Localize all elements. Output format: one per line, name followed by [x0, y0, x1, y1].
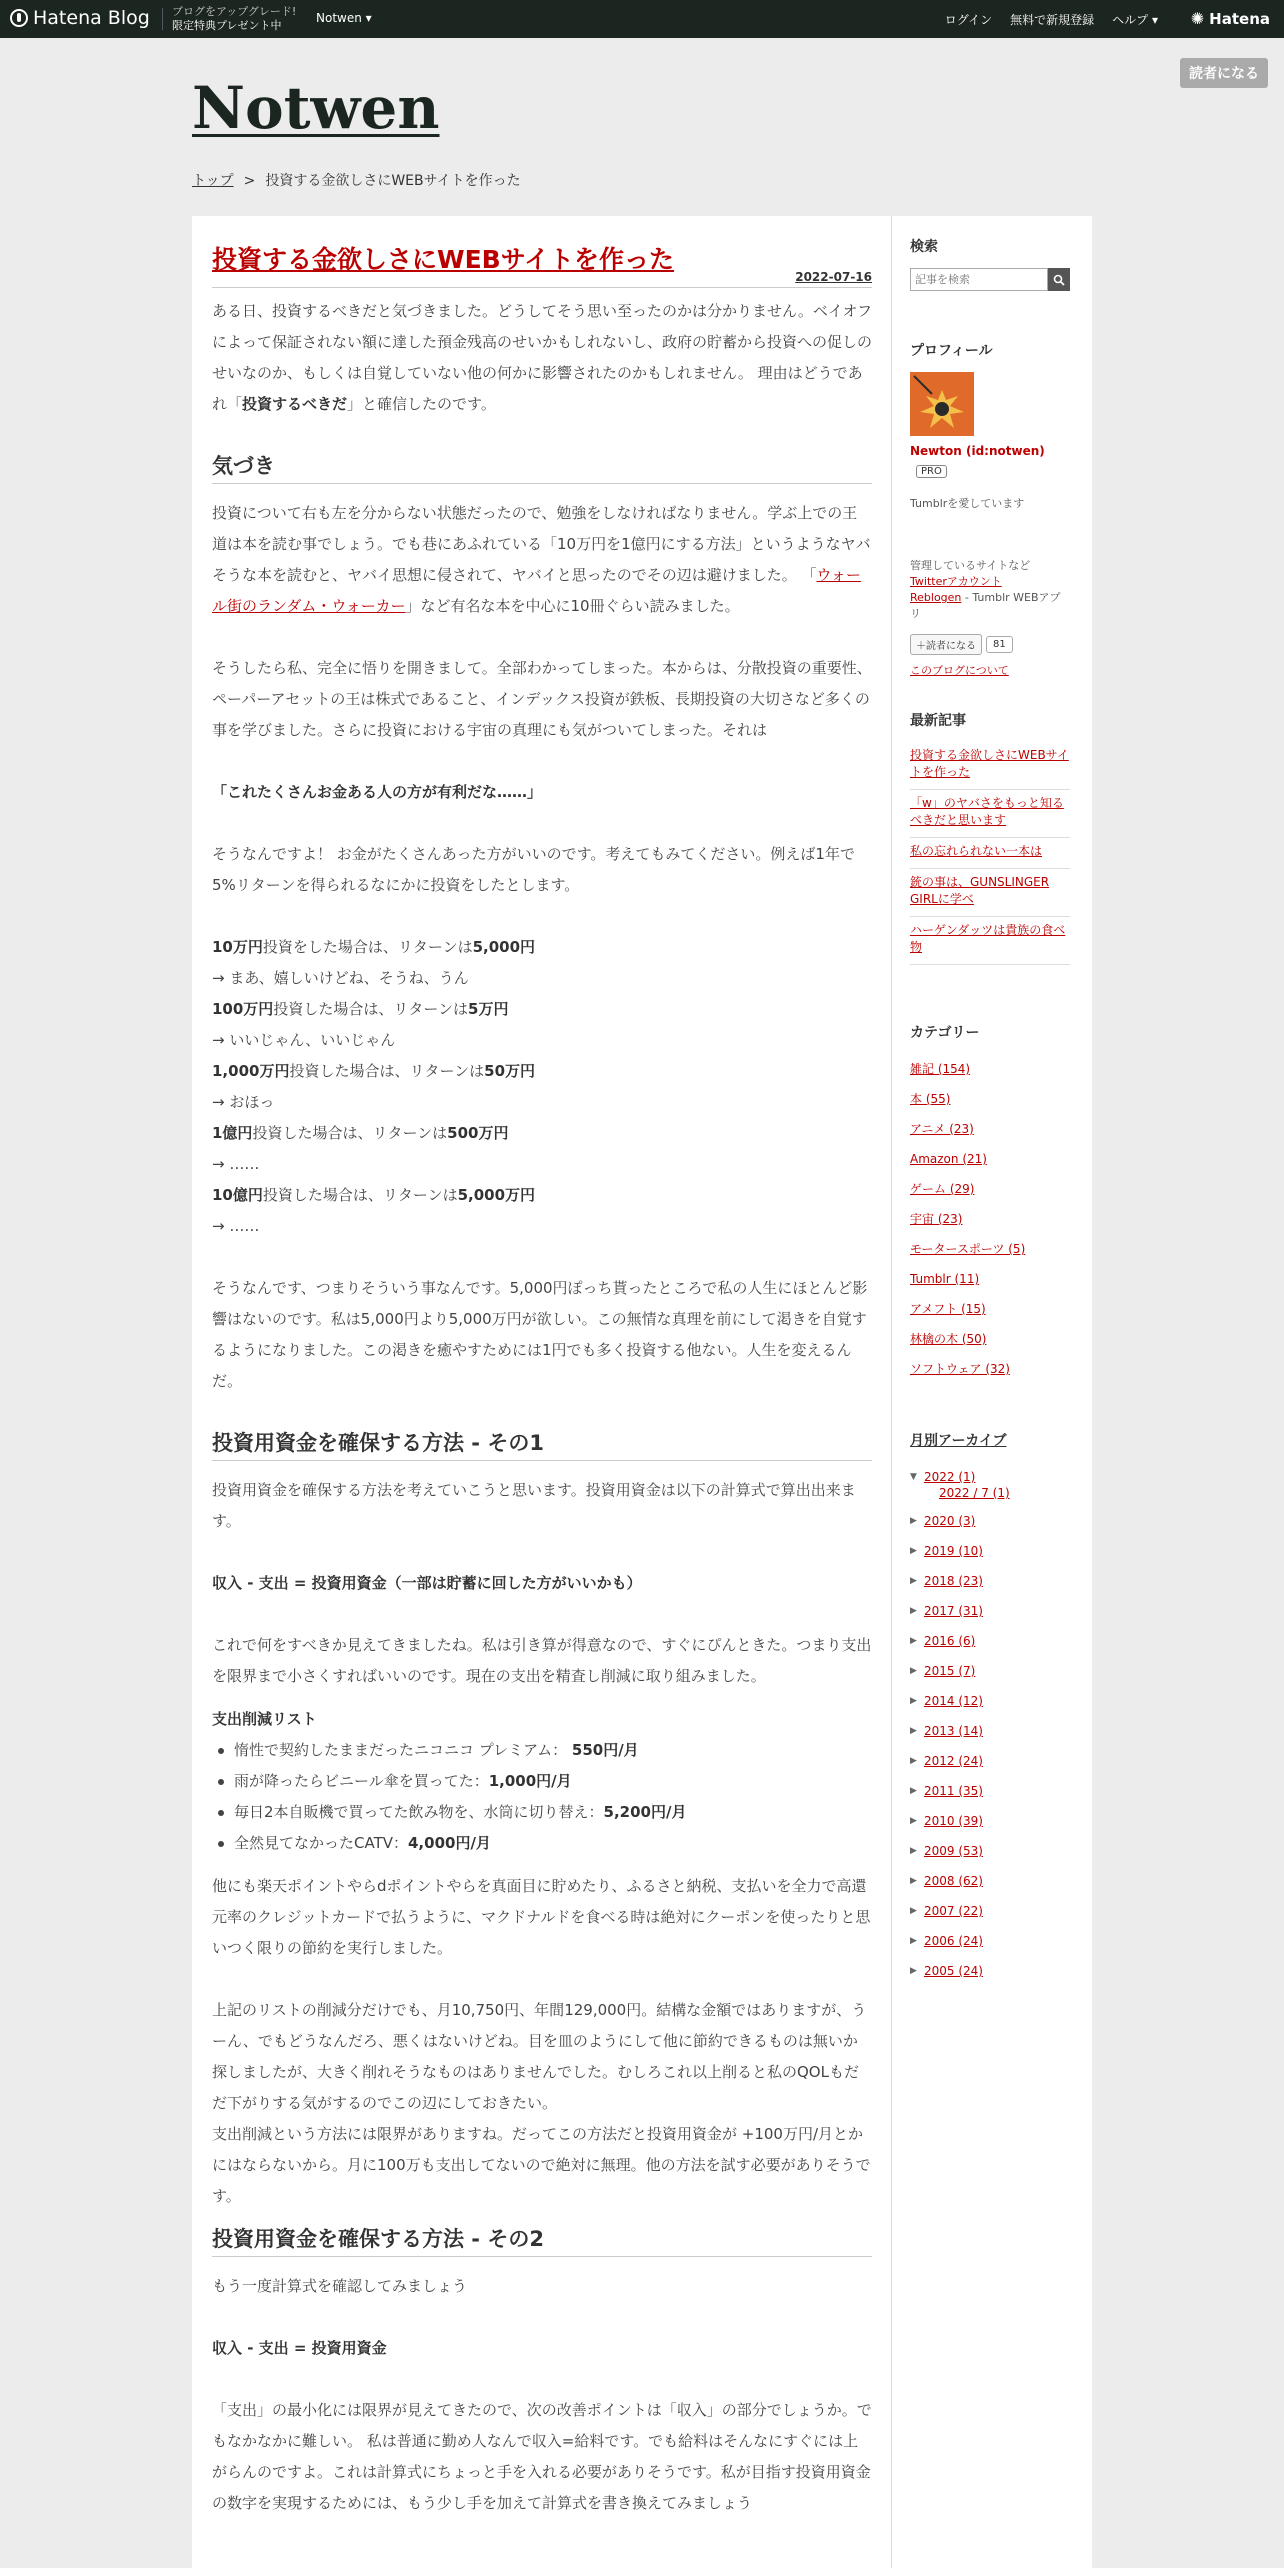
- category-item: [910, 1204, 1070, 1234]
- breadcrumb-top-link[interactable]: トップ: [192, 173, 234, 189]
- blog-menu-dropdown[interactable]: Notwen ▾: [316, 11, 372, 25]
- triangle-right-icon[interactable]: ▶: [910, 1816, 917, 1826]
- archive-year: [910, 1506, 1070, 1536]
- triangle-right-icon[interactable]: ▶: [910, 1936, 917, 1946]
- search-button[interactable]: [1048, 268, 1070, 291]
- subscribe-button-top[interactable]: 読者になる: [1180, 58, 1268, 88]
- category-item: [910, 1174, 1070, 1204]
- method1-body: これで何をすべきか見えてきましたね。私は引き算が得意なので、すぐにぴんときた。つまり支出を限界まで小さくすればいいのです。現在の支出を精査し削減に取り組みました。: [212, 1636, 872, 1685]
- avatar-image: [910, 372, 974, 436]
- archive-year-link[interactable]: 2019 (10): [924, 1544, 983, 1558]
- entry-date-link[interactable]: 2022-07-16: [795, 270, 872, 284]
- login-link[interactable]: ログイン: [944, 13, 993, 27]
- subscribe-button[interactable]: [910, 634, 982, 655]
- search-title: 検索: [910, 239, 938, 255]
- cut-list: [212, 1735, 872, 1859]
- archive-year: [910, 1926, 1070, 1956]
- return-amount: 1,000万円: [212, 1062, 290, 1080]
- blog-title[interactable]: Notwen: [192, 74, 440, 142]
- archive-year-link[interactable]: 2009 (53): [924, 1844, 983, 1858]
- category-title: カテゴリー: [910, 1025, 980, 1041]
- subscriber-count[interactable]: 81: [986, 636, 1013, 653]
- archive-year-link[interactable]: 2007 (22): [924, 1904, 983, 1918]
- archive-year: [910, 1536, 1070, 1566]
- recent-entry: [910, 742, 1070, 790]
- conclusion-paragraph: そうなんです、つまりそういう事なんです。5,000円ぽっち貰ったところで私の人生にほとんど影響はないのです。私は5,000円より5,000万円が欲しい。この無情な真理を前にして渇きを自覚するようになりました。この渇きを癒やすためには1円でも多く投資する他ない。人生を変えるんだ。: [212, 1279, 868, 1390]
- recent-entry-link[interactable]: 私の忘れられない一本は: [910, 844, 1043, 858]
- kizuki-paragraph: [212, 498, 872, 622]
- return-value: 5,000円: [472, 938, 536, 956]
- list-item: [212, 1828, 872, 1859]
- return-value: 5,000万円: [457, 1186, 536, 1204]
- return-mid: 投資した場合は、リターンは: [273, 1000, 469, 1018]
- category-link[interactable]: 雑記 (154): [910, 1062, 971, 1076]
- promo-line2: 限定特典プレゼント中: [172, 19, 282, 32]
- upgrade-promo-link[interactable]: [172, 5, 296, 33]
- about-blog-link[interactable]: このブログについて: [910, 664, 1009, 677]
- cut-title-text: 支出削減リスト: [212, 1710, 317, 1728]
- category-link[interactable]: 林檎の木 (50): [910, 1332, 987, 1346]
- profile-description: Tumblrを愛しています: [910, 497, 1025, 510]
- archive-year-link[interactable]: 2012 (24): [924, 1754, 983, 1768]
- triangle-down-icon[interactable]: ▼: [910, 1472, 917, 1482]
- category-item: [910, 1324, 1070, 1354]
- list-item: [212, 1766, 872, 1797]
- return-mid: 投資した場合は、リターンは: [252, 1124, 448, 1142]
- return-amount: 1億円: [212, 1124, 253, 1142]
- quote-text: 「これたくさんお金ある人の方が有利だな……」: [212, 783, 543, 801]
- return-line: [212, 1118, 872, 1149]
- archive-title[interactable]: 月別アーカイブ: [910, 1433, 1007, 1449]
- archive-year: [910, 1836, 1070, 1866]
- kizuki-text: 投資について右も左を分からない状態だったので、勉強をしなければなりません。学ぶ上での王道は本を読む事でしょう。でも巷にあふれている「10万円を1億円にする方法」というようなヤバそうな本を読むと、ヤバイ思想に侵されて、ヤバイと思ったのでその辺は避けました。 「: [212, 504, 871, 584]
- intro-paragraph: [212, 296, 872, 420]
- recent-entry-link[interactable]: 投資する金欲しさにWEBサイトを作った: [910, 748, 1069, 779]
- category-item: [910, 1114, 1070, 1144]
- triangle-right-icon[interactable]: ▶: [910, 1786, 917, 1796]
- triangle-right-icon[interactable]: ▶: [910, 1696, 917, 1706]
- return-line: [212, 994, 872, 1025]
- list-item: [212, 1735, 872, 1766]
- return-line: [212, 1180, 872, 1211]
- method2-body: 「支出」の最小化には限界が見えてきたので、次の改善ポイントは「収入」の部分でしょうか。でもなかなかに難しい。 私は普通に勤め人なんで収入=給料です。でも給料はそんなにすぐには上がらんのですよ。これは計算式にちょっと手を入れる必要がありそうです。私が目指す投資用資金の数字を実現するためには、もう少し手を加えて計算式を書き換えてみましょう: [212, 2401, 872, 2512]
- category-item: [910, 1294, 1070, 1324]
- triangle-right-icon[interactable]: ▶: [910, 1546, 917, 1556]
- return-amount: 10万円: [212, 938, 263, 956]
- category-link[interactable]: アメフト (15): [910, 1302, 986, 1316]
- category-module: [910, 1022, 1070, 1384]
- book-link[interactable]: ウォール街のランダム・ウォーカー: [212, 566, 861, 615]
- profile-name-row: [910, 440, 1070, 478]
- return-reaction: → いいじゃん、いいじゃん: [212, 1031, 396, 1049]
- intro-text-end: 」と確信したのです。: [347, 395, 496, 413]
- heading-kizuki: 気づき: [212, 451, 872, 484]
- cut-text: 惰性で契約したままだったニコニコ プレミアム：: [234, 1741, 572, 1759]
- category-item: [910, 1084, 1070, 1114]
- category-link[interactable]: 宇宙 (23): [910, 1212, 963, 1226]
- promo-line1: ブログをアップグレード!: [172, 5, 297, 18]
- category-link[interactable]: ソフトウェア (32): [910, 1362, 1010, 1376]
- reblogen-link[interactable]: Reblogen: [910, 591, 962, 604]
- profile-title: プロフィール: [910, 343, 993, 359]
- category-item: [910, 1054, 1070, 1084]
- archive-year-link[interactable]: 2011 (35): [924, 1784, 983, 1798]
- twitter-link[interactable]: Twitterアカウント: [910, 575, 1002, 588]
- search-box: [910, 268, 1070, 291]
- category-link[interactable]: アニメ (23): [910, 1122, 974, 1136]
- triangle-right-icon[interactable]: ▶: [910, 1516, 917, 1526]
- managed-sites: [910, 558, 1070, 622]
- breadcrumb-separator: >: [243, 173, 256, 189]
- search-icon: [1053, 274, 1065, 286]
- return-amount: 100万円: [212, 1000, 274, 1018]
- main-content: [192, 216, 892, 2568]
- entry-title-link[interactable]: 投資する金欲しさにWEBサイトを作った: [212, 245, 674, 274]
- formula2-text: 収入 - 支出 = 投資用資金: [212, 2339, 387, 2357]
- return-value: 500万円: [447, 1124, 509, 1142]
- recent-entry: [910, 838, 1070, 869]
- archive-year-link[interactable]: 2016 (6): [924, 1634, 976, 1648]
- pro-badge[interactable]: PRO: [916, 465, 947, 478]
- archive-year: [910, 1716, 1070, 1746]
- managed-label: 管理しているサイトなど: [910, 559, 1031, 572]
- archive-year: [910, 1866, 1070, 1896]
- global-header: [0, 0, 1284, 38]
- return-mid: 投資した場合は、リターンは: [289, 1062, 485, 1080]
- return-mid: 投資した場合は、リターンは: [262, 1186, 458, 1204]
- category-link[interactable]: ゲーム (29): [910, 1182, 975, 1196]
- archive-year-link[interactable]: 2015 (7): [924, 1664, 976, 1678]
- return-reaction: → おほっ: [212, 1093, 275, 1111]
- return-mid: 投資をした場合は、リターンは: [262, 938, 473, 956]
- recent-module: [910, 710, 1070, 965]
- return-amount: 10億円: [212, 1186, 263, 1204]
- archive-month-link[interactable]: 2022 / 7 (1): [939, 1486, 1010, 1500]
- archive-year-link[interactable]: 2022 (1): [924, 1470, 976, 1484]
- search-module: [910, 236, 1070, 291]
- cut-amount: 5,200円/月: [603, 1803, 687, 1821]
- signup-link[interactable]: 無料で新規登録: [1010, 13, 1095, 27]
- heading-method1: 投資用資金を確保する方法 - その1: [212, 1428, 872, 1461]
- archive-year-link[interactable]: 2020 (3): [924, 1514, 976, 1528]
- return-value: 5万円: [468, 1000, 509, 1018]
- triangle-right-icon[interactable]: ▶: [910, 1576, 917, 1586]
- formula2: [212, 2333, 872, 2364]
- archive-year-link[interactable]: 2008 (62): [924, 1874, 983, 1888]
- satori-paragraph: そうしたら私、完全に悟りを開きまして。全部わかってしまった。本からは、分散投資の重要性、ペーパーアセットの王は株式であること、インデックス投資が鉄板、長期投資の大切さなど多くの事を学びました。さらに投資における宇宙の真理にも気がついてしまった。それは: [212, 659, 872, 739]
- category-item: [910, 1264, 1070, 1294]
- return-value: 50万円: [484, 1062, 536, 1080]
- triangle-right-icon[interactable]: ▶: [910, 1906, 917, 1916]
- plus-icon: ＋: [916, 641, 926, 652]
- triangle-right-icon[interactable]: ▶: [910, 1726, 917, 1736]
- cut-list-title: [212, 1704, 872, 1735]
- method1-intro: 投資用資金を確保する方法を考えていこうと思います。投資用資金は以下の計算式で算出出来ます。: [212, 1481, 856, 1530]
- archive-year-link[interactable]: 2018 (23): [924, 1574, 983, 1588]
- heading-method2: 投資用資金を確保する方法 - その2: [212, 2224, 872, 2257]
- triangle-right-icon[interactable]: ▶: [910, 1846, 917, 1856]
- quote-paragraph: [212, 777, 872, 808]
- archive-year: [910, 1806, 1070, 1836]
- method2-intro: もう一度計算式を確認してみましょう: [212, 2277, 468, 2295]
- limit-paragraph: 支出削減という方法には限界がありますね。だってこの方法だと投資用資金が +100万円/月とかにはならないから。月に100万も支出してないので絶対に無理。他の方法を試す必要がありそうです。: [212, 2125, 871, 2205]
- category-item: [910, 1144, 1070, 1174]
- triangle-right-icon[interactable]: ▶: [910, 1756, 917, 1766]
- return-reaction: → ……: [212, 1155, 260, 1173]
- archive-year: [910, 1566, 1070, 1596]
- category-item: [910, 1354, 1070, 1384]
- cut-text: 全然見てなかったCATV：: [234, 1834, 408, 1852]
- archive-year-link[interactable]: 2013 (14): [924, 1724, 983, 1738]
- profile-module: [910, 340, 1070, 679]
- hatena-blog-logo[interactable]: [10, 7, 150, 29]
- recent-title: 最新記事: [910, 713, 966, 729]
- archive-year: [910, 1686, 1070, 1716]
- profile-name-link[interactable]: Newton (id:notwen): [910, 444, 1045, 458]
- recent-entry: [910, 869, 1070, 917]
- return-reaction: → まあ、嬉しいけどね、そうね、うん: [212, 969, 469, 987]
- triangle-right-icon[interactable]: ▶: [910, 1876, 917, 1886]
- archive-module: [910, 1430, 1070, 1986]
- breadcrumb-current: 投資する金欲しさにWEBサイトを作った: [265, 173, 521, 189]
- archive-year-link[interactable]: 2014 (12): [924, 1694, 983, 1708]
- cut-amount: 1,000円/月: [488, 1772, 572, 1790]
- logo-text: Hatena Blog: [33, 7, 150, 29]
- formula1: [212, 1568, 872, 1599]
- intro-bold: 投資するべきだ: [242, 395, 348, 413]
- return-line: [212, 1056, 872, 1087]
- result-paragraph: 上記のリストの削減分だけでも、月10,750円、年間129,000円。結構な金額ではありますが、うーん、でもどうなんだろ、悪くはないけどね。目を皿のようにして他に節約できるものは無いか探しましたが、大きく削れそうなものはありませんでした。むしろこれ以上削ると私のQOLもだだ下がりする気がするのでこの辺にしておきたい。: [212, 2001, 867, 2112]
- category-link[interactable]: 本 (55): [910, 1092, 951, 1106]
- cut-amount: 4,000円/月: [408, 1834, 491, 1852]
- archive-year-link[interactable]: 2017 (31): [924, 1604, 983, 1618]
- search-input[interactable]: [910, 268, 1048, 291]
- hatena-home-link[interactable]: [1191, 9, 1270, 28]
- list-item: [212, 1797, 872, 1828]
- kizuki-text-end: 」など有名な本を中心に10冊ぐらい読みました。: [405, 597, 740, 615]
- header-divider: [162, 8, 163, 30]
- archive-list: [910, 1506, 1070, 1986]
- triangle-right-icon[interactable]: ▶: [910, 1966, 917, 1976]
- intro-text: ある日、投資するべきだと気づきました。どうしてそう思い至ったのかは分かりません。ベイオフによって保証されない額に達した預金残高のせいかもしれないし、政府の貯蓄から投資への促しのせいなのか、もしくは自覚していない他の何かに影響されたのかもしれません。 理由はどうであれ「: [212, 302, 873, 413]
- entry-header: [212, 236, 872, 288]
- hatena-star-icon: ✺: [1190, 9, 1205, 28]
- return-reaction: → ……: [212, 1217, 260, 1235]
- recent-list: [910, 742, 1070, 965]
- archive-year: [910, 1626, 1070, 1656]
- sidebar: [892, 216, 1092, 2568]
- others-paragraph: 他にも楽天ポイントやらdポイントやらを真面目に貯めたり、ふるさと納税、支払いを全力で高還元率のクレジットカードで払うように、マクドナルドを食べる時は絶対にクーポンを使ったりと思いつく限りの節約を実行しました。: [212, 1877, 871, 1957]
- archive-year: [910, 1896, 1070, 1926]
- recent-entry: [910, 917, 1070, 965]
- subscribe-row: [910, 634, 1070, 655]
- archive-year: [910, 1596, 1070, 1626]
- about-row: [910, 663, 1070, 679]
- avatar[interactable]: [910, 372, 974, 436]
- returns-list: [212, 932, 872, 1242]
- sounan-paragraph: そうなんですよ！ お金がたくさんあった方がいいのです。考えてもみてください。例えば1年で5%リターンを得られるなにかに投資をしたとします。: [212, 845, 855, 894]
- triangle-right-icon[interactable]: ▶: [910, 1636, 917, 1646]
- subscribe-label: 読者になる: [926, 641, 976, 652]
- recent-entry-link[interactable]: 「w」のヤバさをもっと知るべきだと思います: [910, 796, 1064, 827]
- hatena-logo-icon: [10, 9, 28, 27]
- recent-entry: [910, 790, 1070, 838]
- triangle-right-icon[interactable]: ▶: [910, 1666, 917, 1676]
- category-link[interactable]: Tumblr (11): [910, 1272, 980, 1286]
- archive-year-link[interactable]: 2006 (24): [924, 1934, 983, 1948]
- archive-year: [910, 1776, 1070, 1806]
- recent-entry-link[interactable]: ハーゲンダッツは貴族の食べ物: [910, 923, 1066, 954]
- cut-text: 雨が降ったらビニール傘を買ってた：: [234, 1772, 489, 1790]
- cut-text: 毎日2本自販機で買ってた飲み物を、水筒に切り替え：: [234, 1803, 604, 1821]
- category-link[interactable]: Amazon (21): [910, 1152, 987, 1166]
- archive-year: [910, 1956, 1070, 1986]
- header-right-menu: [945, 11, 1158, 28]
- archive-year-link[interactable]: 2005 (24): [924, 1964, 983, 1978]
- archive-year: [910, 1656, 1070, 1686]
- reblogen-desc: - Tumblr WEBアプリ: [910, 591, 1061, 620]
- cut-amount: 550円/月: [571, 1741, 639, 1759]
- hatena-text: Hatena: [1209, 9, 1270, 28]
- entry-body: [212, 296, 872, 2550]
- category-link[interactable]: モータースポーツ (5): [910, 1242, 1026, 1256]
- triangle-right-icon[interactable]: ▶: [910, 1606, 917, 1616]
- recent-entry-link[interactable]: 銃の事は、GUNSLINGER GIRLに学べ: [910, 875, 1050, 906]
- help-dropdown[interactable]: ヘルプ ▾: [1112, 13, 1158, 27]
- archive-year: [910, 1746, 1070, 1776]
- category-list: [910, 1054, 1070, 1384]
- archive-year-link[interactable]: 2010 (39): [924, 1814, 983, 1828]
- formula1-text: 収入 - 支出 = 投資用資金（一部は貯蓄に回した方がいいかも）: [212, 1574, 642, 1592]
- return-line: [212, 932, 872, 963]
- category-item: [910, 1234, 1070, 1264]
- breadcrumb: [192, 170, 521, 190]
